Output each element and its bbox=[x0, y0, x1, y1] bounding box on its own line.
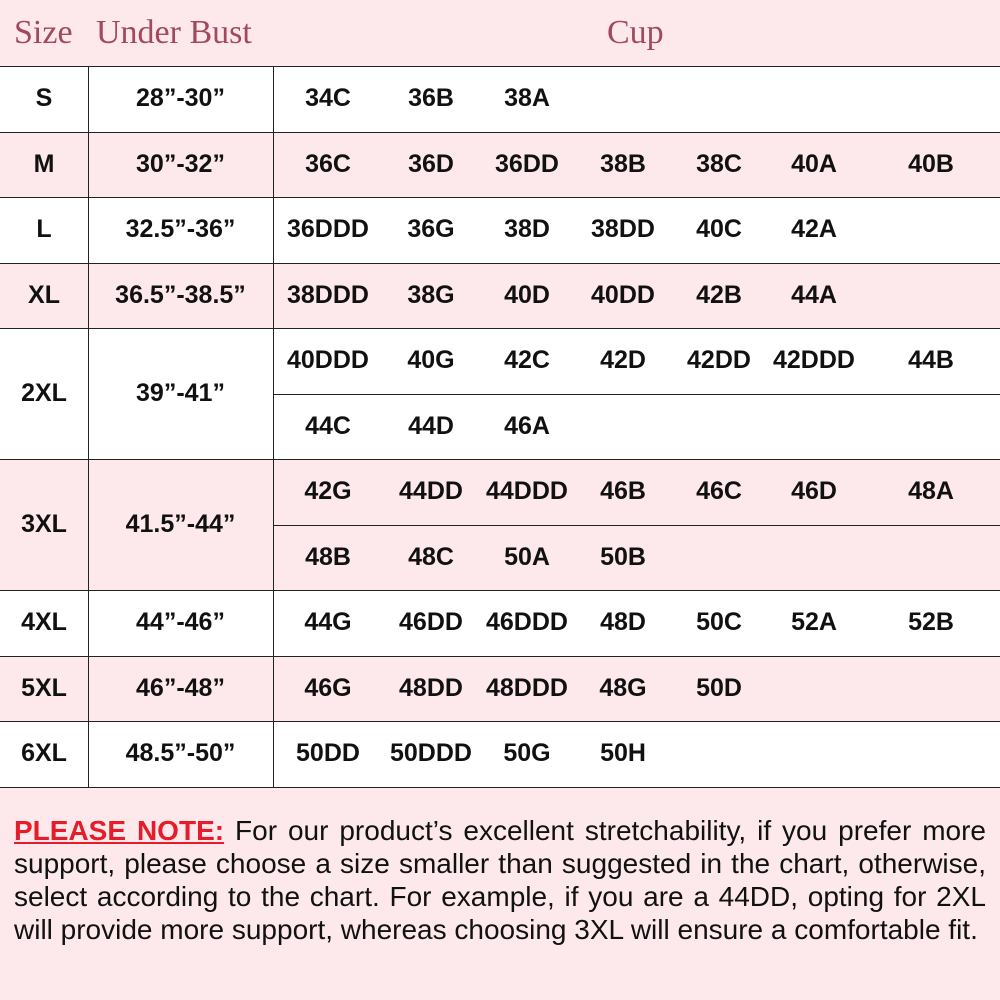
table-row bbox=[0, 66, 1000, 132]
cup-size: 40C bbox=[696, 215, 742, 244]
cup-size: 36G bbox=[407, 215, 455, 244]
cup-size: 42C bbox=[504, 346, 550, 375]
row-divider bbox=[0, 197, 1000, 198]
cup-size: 44DD bbox=[399, 477, 463, 506]
row-divider bbox=[0, 66, 1000, 67]
row-divider bbox=[0, 656, 1000, 657]
please-note-text: For our product’s excellent stretchability, if you prefer more support, please choose a size smaller than suggested in the chart, otherwise, select according to the chart. For example, if you are a 44DD, opting for 2XL will provide more support, whereas choosing 3XL will ensure a comfortable fit. bbox=[14, 815, 986, 945]
cup-size: 46C bbox=[696, 477, 742, 506]
under-bust-cell: 39”-41” bbox=[136, 379, 225, 407]
row-subdivider bbox=[273, 394, 1000, 395]
please-note bbox=[14, 814, 986, 994]
table-row bbox=[0, 590, 1000, 656]
size-cell: 4XL bbox=[21, 608, 67, 637]
cup-size: 42DDD bbox=[773, 346, 855, 375]
cup-size: 48A bbox=[908, 477, 954, 506]
size-cell: L bbox=[36, 215, 52, 244]
cup-size: 48DDD bbox=[486, 673, 568, 702]
column-divider bbox=[273, 459, 274, 590]
under-bust-cell: 30”-32” bbox=[136, 149, 225, 178]
row-divider bbox=[0, 459, 1000, 460]
table-row bbox=[0, 328, 1000, 459]
column-divider bbox=[273, 721, 274, 787]
cup-size: 40DDD bbox=[287, 346, 369, 375]
under-bust-cell: 36.5”-38.5” bbox=[115, 280, 246, 309]
cup-size: 36B bbox=[408, 84, 454, 113]
column-divider bbox=[88, 656, 89, 722]
cup-size: 52B bbox=[908, 608, 954, 637]
table-row bbox=[0, 459, 1000, 590]
row-divider bbox=[0, 263, 1000, 264]
under-bust-cell: 28”-30” bbox=[136, 84, 225, 113]
cup-size: 40DD bbox=[591, 280, 655, 309]
column-divider bbox=[88, 197, 89, 263]
cup-size: 44A bbox=[791, 280, 837, 309]
size-cell: S bbox=[35, 84, 53, 113]
header-cup: Cup bbox=[607, 14, 664, 51]
under-bust-cell: 32.5”-36” bbox=[125, 215, 236, 244]
cup-size: 48G bbox=[599, 673, 647, 702]
column-divider bbox=[88, 459, 89, 590]
column-divider bbox=[273, 66, 274, 132]
size-cell: 5XL bbox=[21, 673, 67, 702]
cup-size: 48B bbox=[305, 542, 351, 571]
table-row bbox=[0, 132, 1000, 198]
size-cell: 2XL bbox=[21, 379, 67, 407]
row-divider bbox=[0, 328, 1000, 329]
cup-size: 50D bbox=[696, 673, 742, 702]
cup-size: 34C bbox=[305, 84, 351, 113]
cup-size: 48DD bbox=[399, 673, 463, 702]
cup-size: 44C bbox=[305, 411, 351, 440]
cup-size: 44G bbox=[304, 608, 352, 637]
cup-size: 46D bbox=[791, 477, 837, 506]
cup-size: 48C bbox=[408, 542, 454, 571]
size-cell: M bbox=[33, 149, 55, 178]
cup-size: 36DD bbox=[495, 149, 559, 178]
size-cell: 6XL bbox=[21, 739, 67, 768]
cup-size: 38DDD bbox=[287, 280, 369, 309]
column-divider bbox=[273, 590, 274, 656]
cup-size: 48D bbox=[600, 608, 646, 637]
cup-size: 42G bbox=[304, 477, 352, 506]
cup-size: 36C bbox=[305, 149, 351, 178]
cup-size: 46DD bbox=[399, 608, 463, 637]
table-row bbox=[0, 197, 1000, 263]
table-row bbox=[0, 721, 1000, 787]
size-cell: XL bbox=[28, 280, 60, 309]
cup-size: 40B bbox=[908, 149, 954, 178]
column-divider bbox=[273, 328, 274, 459]
cup-size: 46DDD bbox=[486, 608, 568, 637]
column-divider bbox=[273, 132, 274, 198]
under-bust-cell: 44”-46” bbox=[136, 608, 225, 637]
size-cell: 3XL bbox=[21, 510, 67, 538]
cup-size: 44DDD bbox=[486, 477, 568, 506]
cup-size: 38A bbox=[504, 84, 550, 113]
please-note-label: PLEASE NOTE: bbox=[14, 815, 225, 846]
row-divider bbox=[0, 590, 1000, 591]
column-divider bbox=[88, 721, 89, 787]
column-divider bbox=[88, 263, 89, 329]
column-divider bbox=[88, 590, 89, 656]
header-under-bust: Under Bust bbox=[96, 14, 252, 51]
cup-size: 50C bbox=[696, 608, 742, 637]
cup-size: 44B bbox=[908, 346, 954, 375]
cup-size: 38C bbox=[696, 149, 742, 178]
cup-size: 50H bbox=[600, 739, 646, 768]
cup-size: 44D bbox=[408, 411, 454, 440]
row-divider bbox=[0, 721, 1000, 722]
under-bust-cell: 48.5”-50” bbox=[125, 739, 236, 768]
cup-size: 40A bbox=[791, 149, 837, 178]
cup-size: 50DDD bbox=[390, 739, 472, 768]
cup-size: 36D bbox=[408, 149, 454, 178]
cup-size: 36DDD bbox=[287, 215, 369, 244]
cup-size: 46B bbox=[600, 477, 646, 506]
column-divider bbox=[88, 328, 89, 459]
cup-size: 38G bbox=[407, 280, 455, 309]
cup-size: 50B bbox=[600, 542, 646, 571]
cup-size: 42DD bbox=[687, 346, 751, 375]
cup-size: 42A bbox=[791, 215, 837, 244]
cup-size: 46G bbox=[304, 673, 352, 702]
cup-size: 42B bbox=[696, 280, 742, 309]
header-size: Size bbox=[14, 14, 73, 51]
column-divider bbox=[88, 66, 89, 132]
cup-size: 40G bbox=[407, 346, 455, 375]
table-row bbox=[0, 656, 1000, 722]
row-subdivider bbox=[273, 525, 1000, 526]
cup-size: 50DD bbox=[296, 739, 360, 768]
under-bust-cell: 41.5”-44” bbox=[125, 510, 236, 538]
cup-size: 50G bbox=[503, 739, 551, 768]
cup-size: 52A bbox=[791, 608, 837, 637]
table-header bbox=[0, 0, 1000, 66]
column-divider bbox=[273, 656, 274, 722]
cup-size: 38DD bbox=[591, 215, 655, 244]
table-row bbox=[0, 263, 1000, 329]
column-divider bbox=[88, 132, 89, 198]
row-divider bbox=[0, 132, 1000, 133]
cup-size: 46A bbox=[504, 411, 550, 440]
column-divider bbox=[273, 263, 274, 329]
under-bust-cell: 46”-48” bbox=[136, 673, 225, 702]
cup-size: 38B bbox=[600, 149, 646, 178]
cup-size: 40D bbox=[504, 280, 550, 309]
cup-size: 38D bbox=[504, 215, 550, 244]
cup-size: 42D bbox=[600, 346, 646, 375]
column-divider bbox=[273, 197, 274, 263]
cup-size: 50A bbox=[504, 542, 550, 571]
